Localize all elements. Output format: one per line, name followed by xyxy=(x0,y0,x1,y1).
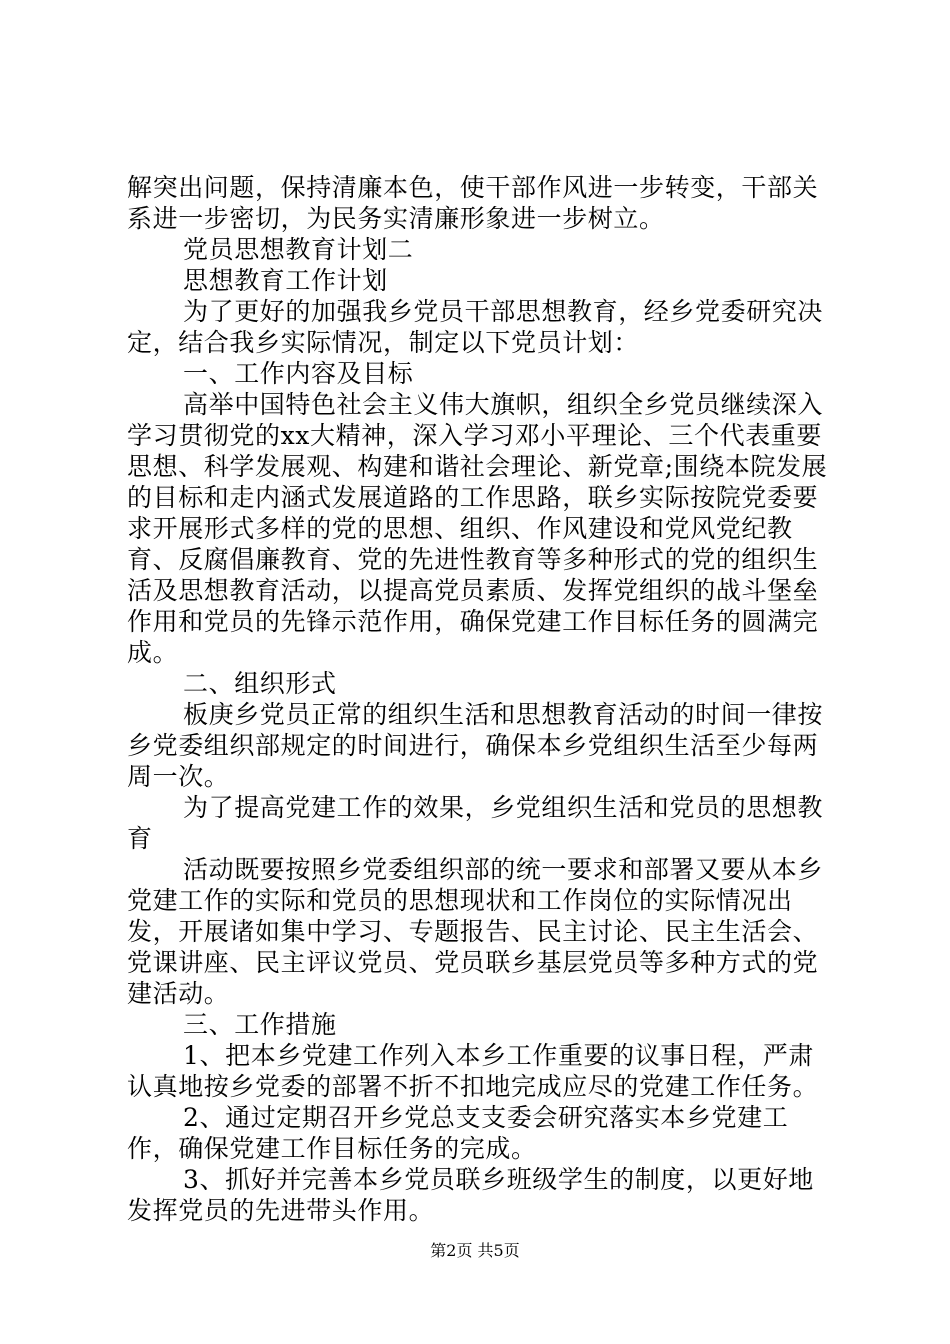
list-item: 2、通过定期召开乡党总支支委会研究落实本乡党建工作，确保党建工作目标任务的完成。 xyxy=(127,1103,789,1163)
document-body xyxy=(127,172,839,1226)
section-subtitle: 思想教育工作计划 xyxy=(183,266,388,295)
list-item: 3、抓好并完善本乡党员联乡班级学生的制度，以更好地发挥党员的先进带头作用。 xyxy=(127,1165,814,1225)
paragraph: 为了提高党建工作的效果，乡党组织生活和党员的思想教育 xyxy=(127,793,824,853)
section-heading: 二、组织形式 xyxy=(183,669,337,698)
paragraph: 板庚乡党员正常的组织生活和思想教育活动的时间一律按乡党委组织部规定的时间进行，确保本乡党组织生活至少每两周一次。 xyxy=(127,700,824,791)
paragraph: 解突出问题，保持清廉本色，使干部作风进一步转变，干部关系进一步密切，为民务实清廉形象进一步树立。 xyxy=(127,173,819,233)
paragraph: 高举中国特色社会主义伟大旗帜，组织全乡党员继续深入学习贯彻党的xx大精神，深入学习邓小平理论、三个代表重要思想、科学发展观、构建和谐社会理论、新党章;围绕本院发展的目标和走内涵式发展道路的工作思路，联乡实际按院党委要求开展形式多样的党的思想、组织、作风建设和党风党纪教育、反腐倡廉教育、党的先进性教育等多种形式的党的组织生活及思想教育活动，以提高党员素质、发挥党组织的战斗堡垒作用和党员的先锋示范作用，确保党建工作目标任务的圆满完成。 xyxy=(127,390,828,667)
paragraph: 活动既要按照乡党委组织部的统一要求和部署又要从本乡党建工作的实际和党员的思想现状和工作岗位的实际情况出发，开展诸如集中学习、专题报告、民主讨论、民主生活会、党课讲座、民主评议党员、党员联乡基层党员等多种方式的党建活动。 xyxy=(127,855,824,1008)
section-heading: 一、工作内容及目标 xyxy=(183,359,414,388)
section-heading: 三、工作措施 xyxy=(183,1010,337,1039)
section-title: 党员思想教育计划二 xyxy=(183,235,414,264)
paragraph: 为了更好的加强我乡党员干部思想教育，经乡党委研究决定，结合我乡实际情况，制定以下党员计划： xyxy=(127,297,824,357)
page-number: 第2页 共5页 xyxy=(430,1241,520,1260)
list-item: 1、把本乡党建工作列入本乡工作重要的议事日程，严肃认真地按乡党委的部署不折不扣地完成应尽的党建工作任务。 xyxy=(127,1041,819,1101)
